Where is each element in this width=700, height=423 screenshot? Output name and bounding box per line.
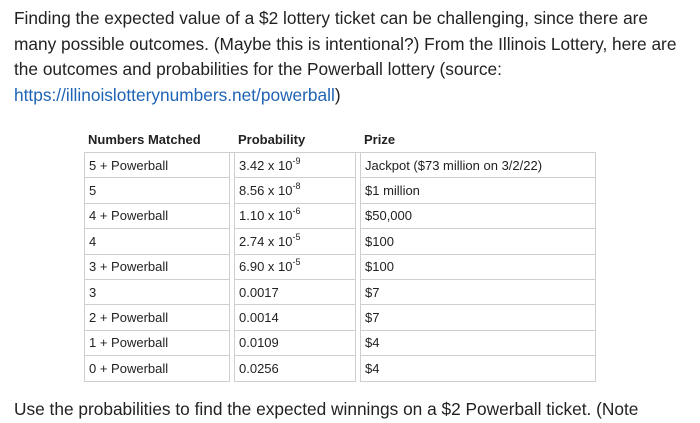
cell-prize: $100	[360, 255, 596, 280]
cell-match: 0 + Powerball	[84, 356, 230, 381]
header-probability: Probability	[238, 131, 306, 147]
source-link[interactable]: https://illinoislotterynumbers.net/powerball	[14, 84, 335, 105]
intro-text: Finding the expected value of a $2 lottery ticket can be challenging, since there are many possible outcomes. (Maybe this is intentional?) From the Illinois Lottery, here are the outcomes and probabilities for the Powerball lottery (source:	[14, 8, 677, 79]
cell-match: 4	[84, 229, 230, 254]
table-row	[84, 356, 596, 381]
table-row	[84, 229, 596, 254]
table-row	[84, 331, 596, 356]
outro-paragraph: Use the probabilities to find the expected winnings on a $2 Powerball ticket. (Note	[14, 399, 639, 419]
powerball-odds-table	[84, 126, 596, 382]
intro-after-link: )	[334, 84, 341, 105]
table-row	[84, 204, 596, 229]
header-prize: Prize	[364, 131, 396, 147]
cell-probability: 0.0109	[234, 331, 356, 356]
cell-match: 3	[84, 280, 230, 305]
cell-prize: Jackpot ($73 million on 3/2/22)	[360, 152, 596, 178]
header-numbers-matched: Numbers Matched	[88, 131, 201, 147]
cell-probability: 0.0017	[234, 280, 356, 305]
cell-match: 5 + Powerball	[84, 152, 230, 178]
cell-prize: $4	[360, 331, 596, 356]
cell-probability: 6.90 x $10^{-5}$	[234, 255, 356, 280]
table-row	[84, 178, 596, 203]
cell-probability: 0.0014	[234, 305, 356, 330]
cell-prize: $7	[360, 280, 596, 305]
cell-prize: $50,000	[360, 204, 596, 229]
table-row	[84, 255, 596, 280]
table-row	[84, 280, 596, 305]
cell-probability: 1.10 x $10^{-6}$	[234, 204, 356, 229]
table-row	[84, 152, 596, 178]
cell-probability: 8.56 x $10^{-8}$	[234, 178, 356, 203]
cell-prize: $1 million	[360, 178, 596, 203]
table-header-row	[84, 126, 596, 152]
cell-prize: $7	[360, 305, 596, 330]
cell-probability: 2.74 x $10^{-5}$	[234, 229, 356, 254]
cell-probability: 0.0256	[234, 356, 356, 381]
cell-probability: 3.42 x $10^{-9}$	[234, 152, 356, 178]
cell-prize: $4	[360, 356, 596, 381]
table-row	[84, 305, 596, 330]
cell-match: 1 + Powerball	[84, 331, 230, 356]
cell-match: 5	[84, 178, 230, 203]
cell-match: 3 + Powerball	[84, 255, 230, 280]
cell-prize: $100	[360, 229, 596, 254]
cell-match: 2 + Powerball	[84, 305, 230, 330]
cell-match: 4 + Powerball	[84, 204, 230, 229]
intro-paragraph	[14, 6, 686, 108]
